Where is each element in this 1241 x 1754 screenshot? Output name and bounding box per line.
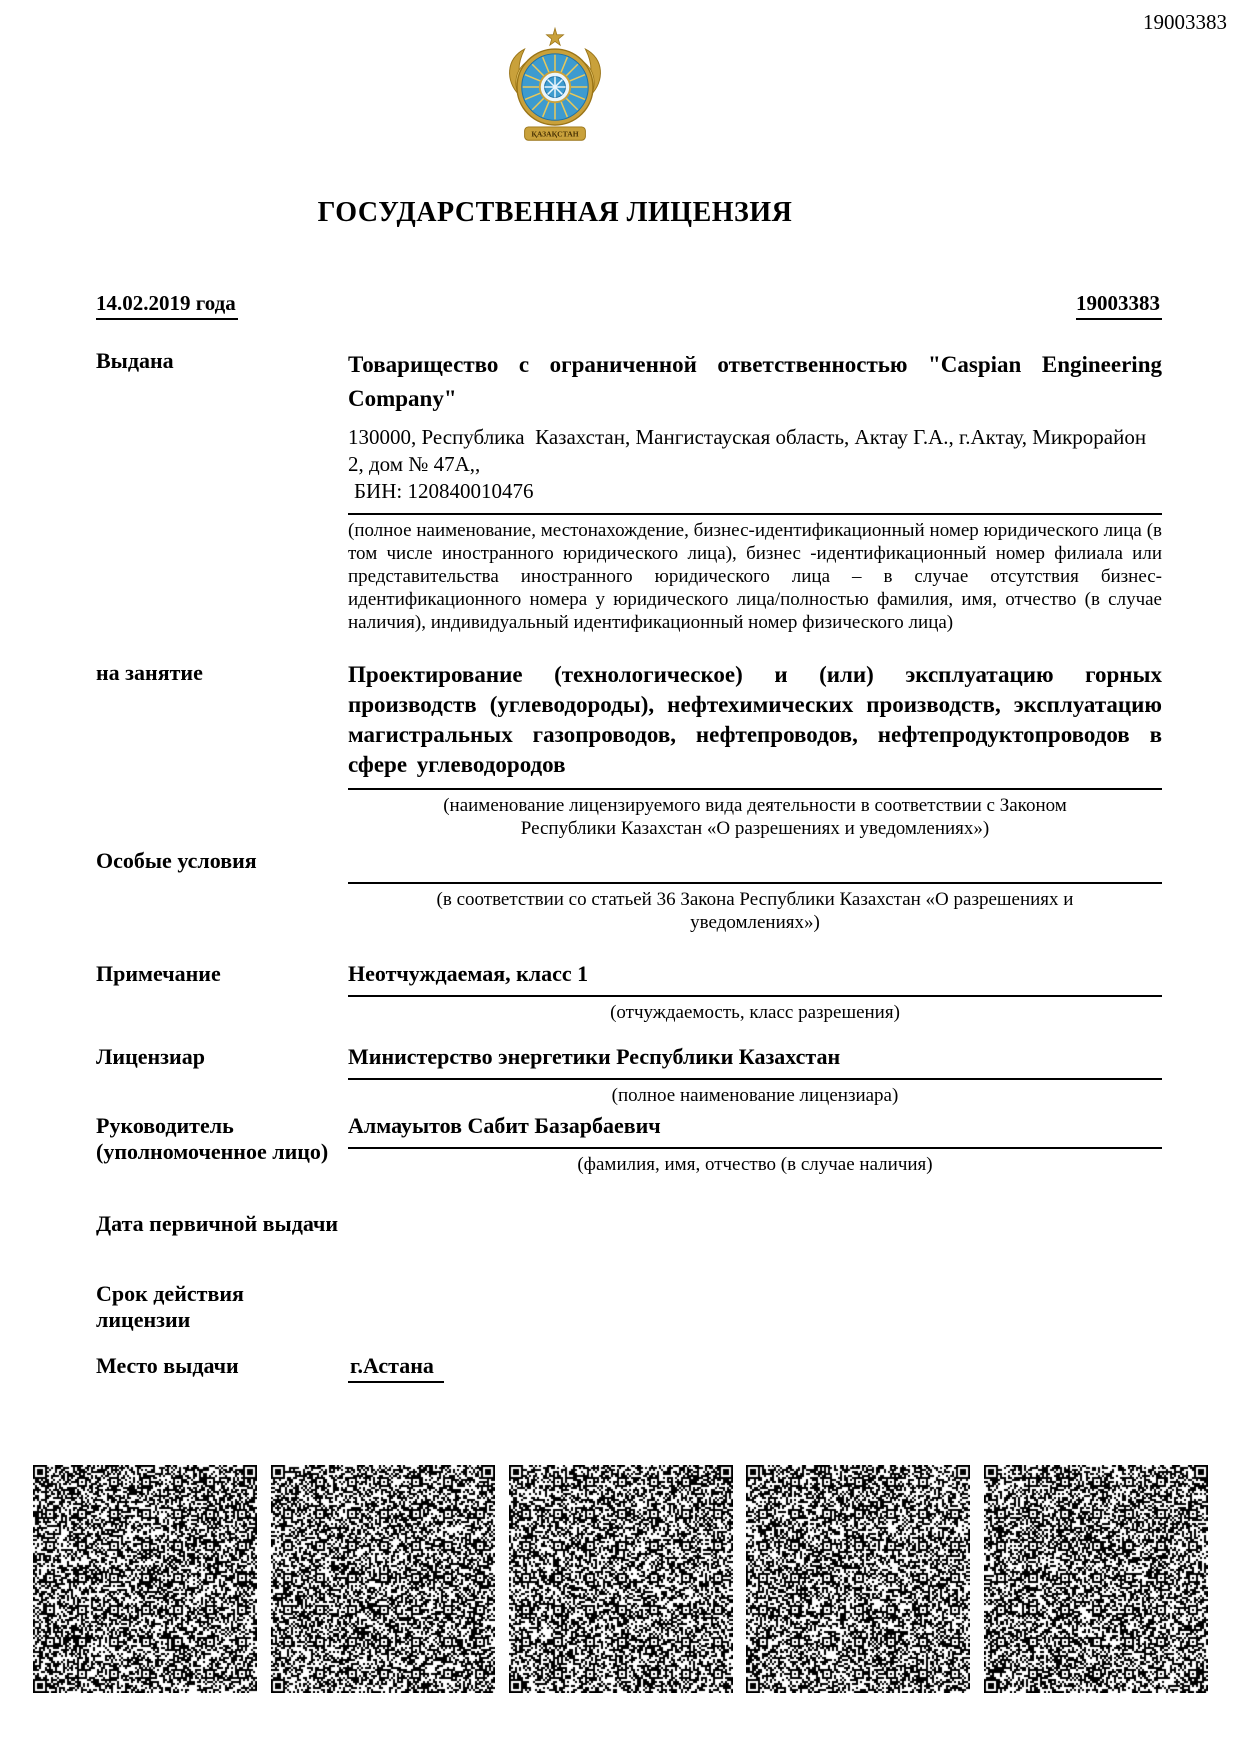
license-number: 19003383 — [1076, 291, 1162, 320]
underline-rule — [348, 1078, 1162, 1080]
license-body — [96, 348, 1162, 1383]
field-note-activity: (наименование лицензируемого вида деятельности в соответствии с Законом Республики Казахстан «О разрешениях и уведомлениях») — [443, 795, 1067, 839]
document-header — [0, 0, 1110, 229]
head-value: Алмауытов Сабит Базарбаевич — [348, 1113, 661, 1138]
qr-code — [271, 1465, 495, 1693]
underline-rule — [348, 1147, 1162, 1149]
company-bin: БИН: 120840010476 — [354, 479, 534, 503]
field-label-licensor: Лицензиар — [96, 1044, 205, 1069]
field-note-issued-to: (полное наименование, местонахождение, бизнес-идентификационный номер юридического лица (в том числе иностранного юридического лица), бизнес -идентификационный номер филиала или представительства иностранного юридического лица – в случае отсутствия бизнес-идентификационного номера у юридического лица/полностью фамилия, имя, отчество (в случае наличия), индивидуальный идентификационный номер физического лица) — [348, 520, 1162, 633]
field-row-head — [96, 1113, 1162, 1176]
field-note-special-conditions: (в соответствии со статьей 36 Закона Республики Казахстан «О разрешениях и уведомлениях») — [436, 889, 1074, 933]
field-label-activity: на занятие — [96, 660, 203, 685]
field-label-special-conditions: Особые условия — [96, 848, 257, 873]
place-of-issue-value: г.Астана — [348, 1353, 444, 1383]
company-address: 130000, Республика Казахстан, Мангистауская область, Актау Г.А., г.Актау, Микрорайон 2, дом № 47А,, — [348, 425, 1152, 476]
field-label-validity: Срок действия лицензии — [96, 1281, 244, 1332]
emblem-banner-text: ҚАЗАҚСТАН — [531, 129, 579, 139]
qr-code — [509, 1465, 733, 1693]
field-label-place-of-issue: Место выдачи — [96, 1353, 239, 1378]
licensor-value: Министерство энергетики Республики Казахстан — [348, 1044, 841, 1069]
field-label-issued-to: Выдана — [96, 348, 174, 373]
qr-code — [984, 1465, 1208, 1693]
field-note-licensor: (полное наименование лицензиара) — [611, 1085, 899, 1106]
document-number-top: 19003383 — [1143, 10, 1227, 34]
qr-code — [746, 1465, 970, 1693]
field-label-first-issue-date: Дата первичной выдачи — [96, 1211, 339, 1236]
field-row-activity — [96, 660, 1162, 840]
underline-rule — [348, 788, 1162, 790]
coat-of-arms-emblem-icon — [498, 26, 612, 150]
underline-rule — [348, 995, 1162, 997]
company-name: Товарищество с ограниченной ответственностью "Caspian Engineering Company" — [348, 352, 1162, 411]
barcode-strip — [33, 1465, 1208, 1693]
field-row-place-of-issue — [96, 1353, 1162, 1383]
underline-rule — [348, 513, 1162, 515]
remark-value: Неотчуждаемая, класс 1 — [348, 961, 589, 986]
date-row — [96, 291, 1162, 320]
field-row-first-issue-date — [96, 1211, 1162, 1237]
field-note-head: (фамилия, имя, отчество (в случае наличия) — [577, 1154, 933, 1175]
field-label-head: Руководитель (уполномоченное лицо) — [96, 1113, 329, 1164]
special-conditions-value — [348, 848, 1162, 874]
underline-rule — [348, 882, 1162, 884]
activity-value: Проектирование (технологическое) и (или) эксплуатацию горных производств (углеводороды), нефтехимических производств, эксплуатацию магистральных газопроводов, нефтепроводов, нефтепродуктопроводов в сфере углеводородов — [348, 662, 1162, 777]
page-title: ГОСУДАРСТВЕННАЯ ЛИЦЕНЗИЯ — [317, 197, 793, 228]
field-row-special-conditions — [96, 848, 1162, 934]
field-row-issued-to — [96, 348, 1162, 634]
field-row-validity — [96, 1281, 1162, 1333]
qr-code — [33, 1465, 257, 1693]
field-note-remark: (отчуждаемость, класс разрешения) — [610, 1002, 900, 1023]
issue-date: 14.02.2019 года — [96, 291, 238, 320]
field-row-remark — [96, 961, 1162, 1024]
field-label-remark: Примечание — [96, 961, 221, 986]
field-row-licensor — [96, 1044, 1162, 1107]
